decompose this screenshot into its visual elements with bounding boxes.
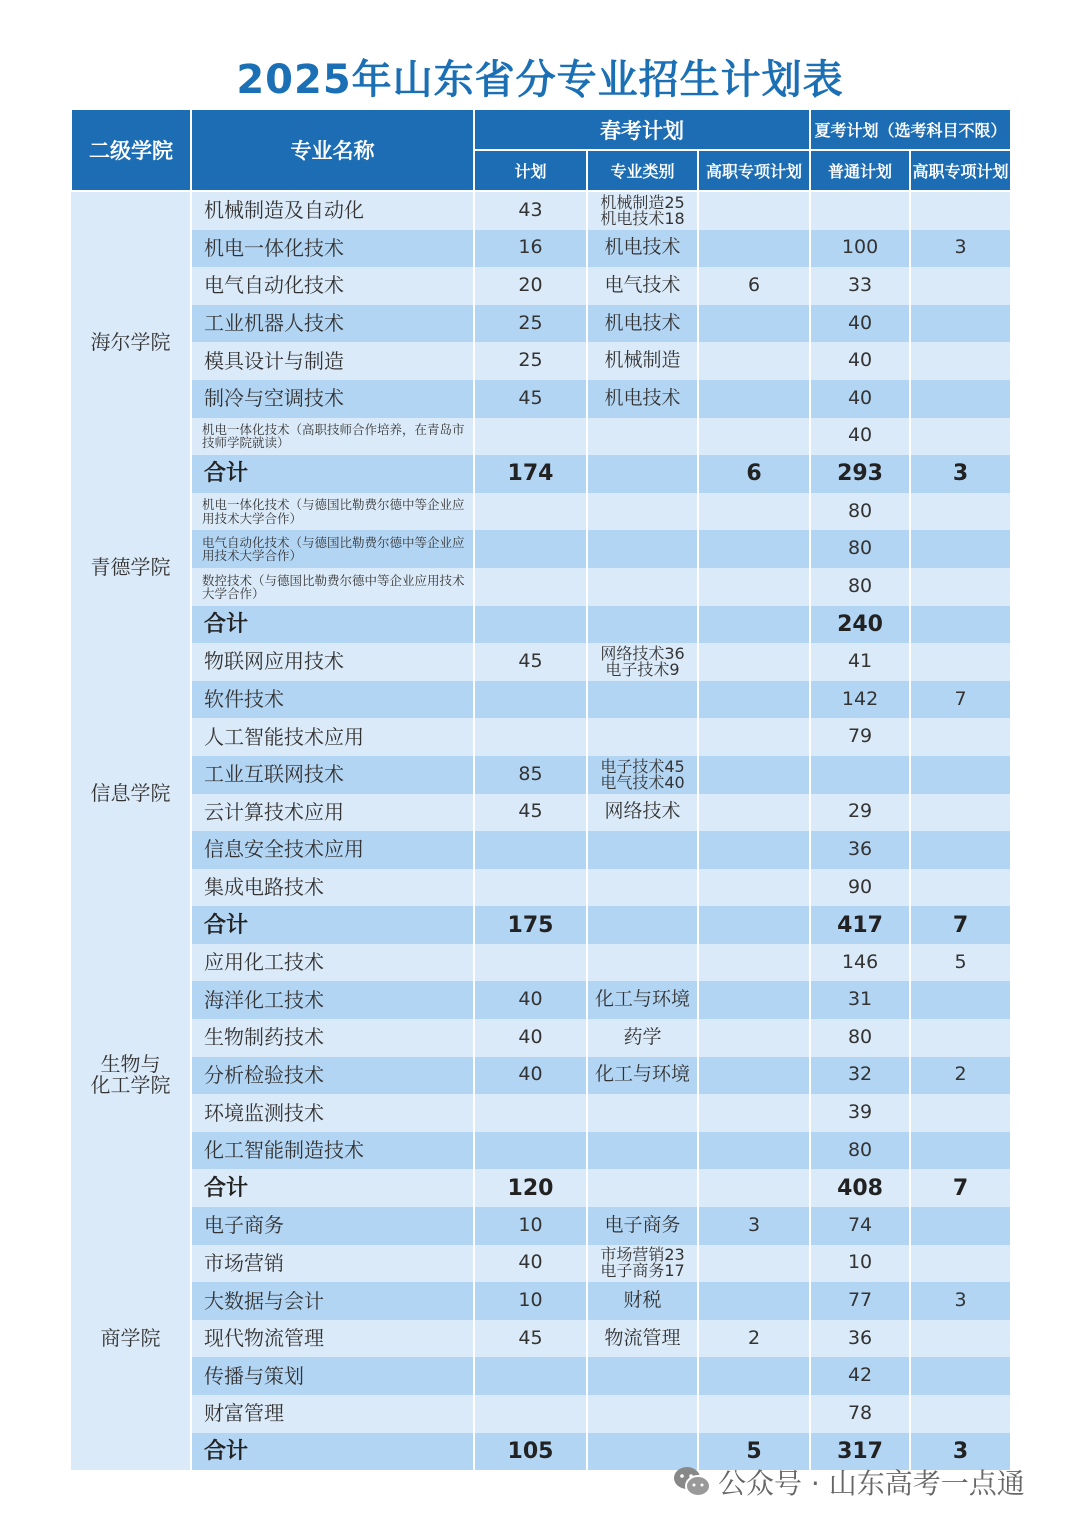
summer-special-cell: 3: [910, 455, 1011, 493]
table-row: [71, 1057, 1011, 1095]
summer-general-cell: 10: [810, 1245, 910, 1283]
header-summer-group: 夏考计划（选考科目不限）: [810, 109, 1011, 150]
spring-category-cell: 机电技术: [587, 230, 698, 268]
spring-special-cell: [698, 230, 810, 268]
spring-plan-cell: 43: [474, 191, 587, 230]
summer-general-cell: [810, 191, 910, 230]
header-college: 二级学院: [71, 109, 191, 191]
spring-plan-cell: 25: [474, 305, 587, 343]
spring-special-cell: [698, 1094, 810, 1132]
wechat-icon: [672, 1465, 712, 1499]
spring-category-cell: 机电技术: [587, 305, 698, 343]
spring-plan-cell: 105: [474, 1433, 587, 1471]
table-row: [71, 267, 1011, 305]
summer-special-cell: [910, 530, 1011, 568]
spring-special-cell: 6: [698, 455, 810, 493]
major-name: 人工智能技术应用: [191, 718, 474, 756]
spring-special-cell: [698, 1057, 810, 1095]
major-name: 软件技术: [191, 681, 474, 719]
spring-category-cell: [587, 1132, 698, 1170]
spring-special-cell: [698, 1357, 810, 1395]
summer-general-cell: 317: [810, 1433, 910, 1471]
summer-special-cell: [910, 1132, 1011, 1170]
table-row: [71, 191, 1011, 230]
major-name: 数控技术（与德国比勒费尔德中等企业应用技术大学合作）: [191, 568, 474, 606]
summer-general-cell: 408: [810, 1169, 910, 1207]
spring-plan-cell: 45: [474, 794, 587, 832]
total-label: 合计: [191, 1169, 474, 1207]
summer-general-cell: 77: [810, 1282, 910, 1320]
summer-special-cell: 7: [910, 681, 1011, 719]
major-name: 现代物流管理: [191, 1320, 474, 1358]
spring-plan-cell: 175: [474, 906, 587, 944]
spring-special-cell: [698, 1245, 810, 1283]
major-name: 电子商务: [191, 1207, 474, 1245]
spring-special-cell: [698, 418, 810, 456]
spring-special-cell: [698, 944, 810, 982]
summer-special-cell: [910, 794, 1011, 832]
summer-general-cell: [810, 756, 910, 794]
header-spring-category: 专业类别: [587, 150, 698, 191]
summer-special-cell: [910, 643, 1011, 681]
spring-category-cell: [587, 869, 698, 907]
summer-special-cell: 3: [910, 1282, 1011, 1320]
spring-plan-cell: [474, 418, 587, 456]
summer-general-cell: 42: [810, 1357, 910, 1395]
spring-plan-cell: 40: [474, 981, 587, 1019]
spring-special-cell: 6: [698, 267, 810, 305]
major-name: 工业机器人技术: [191, 305, 474, 343]
summer-special-cell: [910, 981, 1011, 1019]
summer-special-cell: [910, 342, 1011, 380]
spring-special-cell: [698, 756, 810, 794]
spring-category-cell: [587, 455, 698, 493]
table-row: [71, 944, 1011, 982]
major-name: 机电一体化技术（与德国比勒费尔德中等企业应用技术大学合作）: [191, 493, 474, 531]
spring-category-cell: [587, 831, 698, 869]
spring-special-cell: 5: [698, 1433, 810, 1471]
spring-category-cell: 药学: [587, 1019, 698, 1057]
summer-special-cell: [910, 380, 1011, 418]
table-row: [71, 230, 1011, 268]
summer-special-cell: 2: [910, 1057, 1011, 1095]
summer-general-cell: 80: [810, 493, 910, 531]
spring-plan-cell: 174: [474, 455, 587, 493]
summer-special-cell: [910, 831, 1011, 869]
summer-special-cell: 3: [910, 230, 1011, 268]
table-row: [71, 1357, 1011, 1395]
table-row: [71, 643, 1011, 681]
summer-special-cell: [910, 718, 1011, 756]
spring-category-cell: 网络技术36 电子技术9: [587, 643, 698, 681]
spring-special-cell: [698, 1019, 810, 1057]
spring-plan-cell: [474, 568, 587, 606]
spring-category-cell: 化工与环境: [587, 981, 698, 1019]
table-row: [71, 869, 1011, 907]
summer-general-cell: 36: [810, 831, 910, 869]
spring-plan-cell: 85: [474, 756, 587, 794]
major-name: 机电一体化技术（高职技师合作培养，在青岛市技师学院就读）: [191, 418, 474, 456]
summer-general-cell: 293: [810, 455, 910, 493]
spring-category-cell: [587, 418, 698, 456]
spring-plan-cell: [474, 606, 587, 644]
major-name: 传播与策划: [191, 1357, 474, 1395]
table-row: [71, 342, 1011, 380]
spring-special-cell: 3: [698, 1207, 810, 1245]
major-name: 电气自动化技术: [191, 267, 474, 305]
college-cell: 信息学院: [71, 643, 191, 944]
table-row: [71, 718, 1011, 756]
footer-watermark: [672, 1462, 1025, 1502]
spring-special-cell: [698, 568, 810, 606]
spring-category-cell: [587, 906, 698, 944]
summer-special-cell: [910, 606, 1011, 644]
summer-special-cell: [910, 493, 1011, 531]
spring-plan-cell: [474, 831, 587, 869]
summer-special-cell: [910, 1094, 1011, 1132]
summer-general-cell: 80: [810, 1019, 910, 1057]
spring-special-cell: [698, 718, 810, 756]
table-row: [71, 756, 1011, 794]
table-row: [71, 1207, 1011, 1245]
major-name: 大数据与会计: [191, 1282, 474, 1320]
summer-general-cell: 142: [810, 681, 910, 719]
enrollment-plan-table: [70, 108, 1012, 1470]
summer-special-cell: [910, 869, 1011, 907]
spring-special-cell: [698, 493, 810, 531]
spring-special-cell: [698, 906, 810, 944]
spring-category-cell: 机电技术: [587, 380, 698, 418]
table-row: [71, 831, 1011, 869]
total-row: [71, 1169, 1011, 1207]
summer-general-cell: 33: [810, 267, 910, 305]
summer-special-cell: 7: [910, 906, 1011, 944]
spring-plan-cell: [474, 1094, 587, 1132]
summer-general-cell: 240: [810, 606, 910, 644]
summer-general-cell: 80: [810, 530, 910, 568]
major-name: 工业互联网技术: [191, 756, 474, 794]
spring-category-cell: [587, 1094, 698, 1132]
table-row: [71, 1245, 1011, 1283]
major-name: 物联网应用技术: [191, 643, 474, 681]
summer-general-cell: 40: [810, 418, 910, 456]
summer-special-cell: [910, 267, 1011, 305]
spring-plan-cell: [474, 1395, 587, 1433]
summer-special-cell: [910, 191, 1011, 230]
spring-category-cell: [587, 1169, 698, 1207]
total-row: [71, 906, 1011, 944]
major-name: 模具设计与制造: [191, 342, 474, 380]
summer-general-cell: 79: [810, 718, 910, 756]
page-title: 2025年山东省分专业招生计划表: [236, 57, 844, 103]
spring-plan-cell: [474, 1132, 587, 1170]
summer-special-cell: 3: [910, 1433, 1011, 1471]
spring-plan-cell: 20: [474, 267, 587, 305]
summer-special-cell: [910, 1245, 1011, 1283]
table-row: [71, 418, 1011, 456]
spring-category-cell: [587, 681, 698, 719]
spring-plan-cell: [474, 530, 587, 568]
total-row: [71, 606, 1011, 644]
spring-plan-cell: 16: [474, 230, 587, 268]
table-row: [71, 568, 1011, 606]
summer-special-cell: 7: [910, 1169, 1011, 1207]
spring-category-cell: 电子技术45 电气技术40: [587, 756, 698, 794]
summer-general-cell: 39: [810, 1094, 910, 1132]
major-name: 制冷与空调技术: [191, 380, 474, 418]
summer-general-cell: 40: [810, 342, 910, 380]
spring-plan-cell: [474, 1357, 587, 1395]
summer-general-cell: 32: [810, 1057, 910, 1095]
table-row: [71, 681, 1011, 719]
header-spring-special: 高职专项计划: [698, 150, 810, 191]
spring-category-cell: 电气技术: [587, 267, 698, 305]
major-name: 分析检验技术: [191, 1057, 474, 1095]
spring-special-cell: [698, 643, 810, 681]
header-spring-group: 春考计划: [474, 109, 810, 150]
spring-special-cell: 2: [698, 1320, 810, 1358]
major-name: 化工智能制造技术: [191, 1132, 474, 1170]
major-name: 云计算技术应用: [191, 794, 474, 832]
spring-plan-cell: 40: [474, 1019, 587, 1057]
table-row: [71, 794, 1011, 832]
summer-special-cell: [910, 1395, 1011, 1433]
major-name: 机械制造及自动化: [191, 191, 474, 230]
summer-general-cell: 31: [810, 981, 910, 1019]
major-name: 电气自动化技术（与德国比勒费尔德中等企业应用技术大学合作）: [191, 530, 474, 568]
summer-special-cell: [910, 1357, 1011, 1395]
summer-special-cell: [910, 1320, 1011, 1358]
total-label: 合计: [191, 1433, 474, 1471]
summer-special-cell: [910, 305, 1011, 343]
spring-plan-cell: [474, 944, 587, 982]
major-name: 生物制药技术: [191, 1019, 474, 1057]
summer-general-cell: 146: [810, 944, 910, 982]
header-major: 专业名称: [191, 109, 474, 191]
summer-special-cell: 5: [910, 944, 1011, 982]
college-cell: 商学院: [71, 1207, 191, 1470]
spring-special-cell: [698, 981, 810, 1019]
table-row: [71, 1395, 1011, 1433]
spring-plan-cell: [474, 681, 587, 719]
spring-plan-cell: [474, 869, 587, 907]
total-label: 合计: [191, 906, 474, 944]
header-spring-plan: 计划: [474, 150, 587, 191]
spring-plan-cell: 10: [474, 1282, 587, 1320]
spring-category-cell: [587, 944, 698, 982]
summer-general-cell: 80: [810, 1132, 910, 1170]
summer-general-cell: 29: [810, 794, 910, 832]
footer-text: 公众号 · 山东高考一点通: [718, 1467, 1025, 1500]
spring-special-cell: [698, 191, 810, 230]
major-name: 应用化工技术: [191, 944, 474, 982]
total-row: [71, 455, 1011, 493]
summer-general-cell: 36: [810, 1320, 910, 1358]
spring-special-cell: [698, 681, 810, 719]
table-row: [71, 1282, 1011, 1320]
summer-general-cell: 78: [810, 1395, 910, 1433]
summer-special-cell: [910, 756, 1011, 794]
spring-plan-cell: 10: [474, 1207, 587, 1245]
table-row: [71, 1132, 1011, 1170]
summer-general-cell: 100: [810, 230, 910, 268]
table-row: [71, 305, 1011, 343]
total-label: 合计: [191, 606, 474, 644]
spring-category-cell: [587, 493, 698, 531]
major-name: 海洋化工技术: [191, 981, 474, 1019]
spring-category-cell: 电子商务: [587, 1207, 698, 1245]
spring-special-cell: [698, 530, 810, 568]
spring-special-cell: [698, 342, 810, 380]
spring-category-cell: 物流管理: [587, 1320, 698, 1358]
table-row: [71, 1019, 1011, 1057]
college-cell: 海尔学院: [71, 191, 191, 493]
spring-category-cell: 财税: [587, 1282, 698, 1320]
spring-category-cell: [587, 1395, 698, 1433]
summer-general-cell: 40: [810, 380, 910, 418]
summer-special-cell: [910, 418, 1011, 456]
spring-special-cell: [698, 1169, 810, 1207]
spring-plan-cell: 25: [474, 342, 587, 380]
spring-category-cell: [587, 1357, 698, 1395]
major-name: 信息安全技术应用: [191, 831, 474, 869]
spring-plan-cell: 45: [474, 380, 587, 418]
spring-category-cell: 市场营销23 电子商务17: [587, 1245, 698, 1283]
spring-plan-cell: [474, 718, 587, 756]
table-row: [71, 380, 1011, 418]
summer-general-cell: 80: [810, 568, 910, 606]
spring-special-cell: [698, 831, 810, 869]
college-cell: 生物与 化工学院: [71, 944, 191, 1207]
spring-special-cell: [698, 869, 810, 907]
spring-plan-cell: [474, 493, 587, 531]
spring-special-cell: [698, 606, 810, 644]
summer-special-cell: [910, 1019, 1011, 1057]
spring-special-cell: [698, 794, 810, 832]
spring-category-cell: [587, 568, 698, 606]
summer-general-cell: 417: [810, 906, 910, 944]
spring-plan-cell: 120: [474, 1169, 587, 1207]
major-name: 财富管理: [191, 1395, 474, 1433]
spring-plan-cell: 40: [474, 1245, 587, 1283]
summer-special-cell: [910, 568, 1011, 606]
major-name: 市场营销: [191, 1245, 474, 1283]
major-name: 集成电路技术: [191, 869, 474, 907]
spring-plan-cell: 40: [474, 1057, 587, 1095]
table-row: [71, 981, 1011, 1019]
major-name: 机电一体化技术: [191, 230, 474, 268]
summer-special-cell: [910, 1207, 1011, 1245]
table-row: [71, 493, 1011, 531]
spring-category-cell: 机械制造: [587, 342, 698, 380]
header-summer-special: 高职专项计划: [910, 150, 1011, 191]
summer-general-cell: 41: [810, 643, 910, 681]
major-name: 环境监测技术: [191, 1094, 474, 1132]
college-cell: 青德学院: [71, 493, 191, 643]
spring-category-cell: 机械制造25 机电技术18: [587, 191, 698, 230]
spring-special-cell: [698, 305, 810, 343]
spring-category-cell: [587, 530, 698, 568]
spring-category-cell: 化工与环境: [587, 1057, 698, 1095]
spring-special-cell: [698, 1282, 810, 1320]
summer-general-cell: 74: [810, 1207, 910, 1245]
spring-special-cell: [698, 380, 810, 418]
spring-special-cell: [698, 1395, 810, 1433]
table-row: [71, 1320, 1011, 1358]
spring-category-cell: 网络技术: [587, 794, 698, 832]
table-row: [71, 530, 1011, 568]
summer-general-cell: 90: [810, 869, 910, 907]
header-summer-general: 普通计划: [810, 150, 910, 191]
summer-general-cell: 40: [810, 305, 910, 343]
spring-special-cell: [698, 1132, 810, 1170]
total-label: 合计: [191, 455, 474, 493]
table-row: [71, 1094, 1011, 1132]
spring-category-cell: [587, 718, 698, 756]
spring-category-cell: [587, 606, 698, 644]
spring-plan-cell: 45: [474, 643, 587, 681]
spring-plan-cell: 45: [474, 1320, 587, 1358]
